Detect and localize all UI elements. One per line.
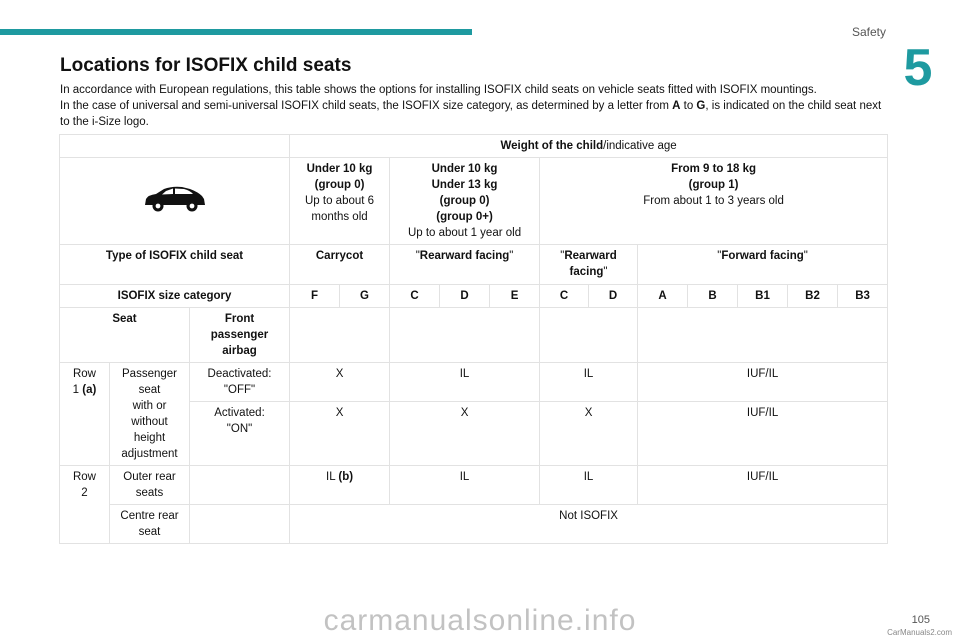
empty-cell: [638, 308, 888, 363]
passenger-seat-line-5: height: [133, 432, 166, 444]
seat-header-row: [60, 308, 888, 363]
intro-text: [60, 82, 890, 130]
group-0plus-line-1: Under 10 kg: [431, 163, 498, 175]
group-0-line-4: months old: [311, 211, 368, 223]
page-title: Locations for ISOFIX child seats: [60, 55, 352, 76]
weight-header-rest: /indicative age: [603, 140, 677, 152]
quote-open: ": [415, 250, 420, 262]
quote-open: ": [560, 250, 565, 262]
header-accent-bar: [0, 29, 472, 35]
size-category-row: [60, 285, 888, 308]
rearward-facing-header-1: [390, 245, 540, 285]
size-cell: B3: [838, 285, 888, 308]
group-0-line-2: (group 0): [314, 179, 365, 191]
group-0-cell: [290, 158, 390, 245]
group-0-line-1: Under 10 kg: [306, 163, 373, 175]
intro-line-2a: In the case of universal and semi-universal ISOFIX child seats, the ISOFIX size category, as determined by a letter from: [60, 100, 673, 112]
row-2-outer: [60, 466, 888, 505]
rearward-facing-label-1: Rearward facing: [419, 250, 510, 262]
page-number: 105: [911, 614, 930, 626]
group-1-line-1: From 9 to 18 kg: [671, 163, 757, 175]
row-2-label: [60, 466, 110, 544]
size-cell: E: [490, 285, 540, 308]
row-2-label-line-2: 2: [81, 487, 88, 499]
not-isofix-value: Not ISOFIX: [290, 505, 888, 544]
intro-line-1: In accordance with European regulations, this table shows the options for installing ISOFIX child seats on vehicle seats fitted with ISOFIX mountings.: [60, 84, 817, 96]
isofix-table: [59, 134, 888, 544]
size-cell: F: [290, 285, 340, 308]
size-cell: B2: [788, 285, 838, 308]
empty-cell: [540, 308, 638, 363]
passenger-seat-line-3: with or: [132, 400, 167, 412]
group-0plus-line-4: (group 0+): [436, 211, 493, 223]
empty-cell: [190, 466, 290, 505]
airbag-activated-line-2: "ON": [226, 423, 253, 435]
rearward-facing-header-2: [540, 245, 638, 285]
passenger-seat-line-6: adjustment: [121, 448, 178, 460]
carrycot-note: (b): [338, 471, 354, 483]
airbag-header-line-3: airbag: [222, 345, 257, 357]
car-icon-cell: [60, 158, 290, 245]
size-category-label: ISOFIX size category: [60, 285, 290, 308]
car-icon: [142, 184, 208, 214]
airbag-deactivated-line-2: "OFF": [223, 384, 256, 396]
size-cell: B: [688, 285, 738, 308]
size-cell: C: [390, 285, 440, 308]
carrycot-value-text: IL: [326, 471, 339, 483]
outer-rear-line-2: seats: [135, 487, 164, 499]
carrycot-value: X: [290, 402, 390, 466]
rearward-1-value: IL: [390, 363, 540, 402]
row-1-deactivated: [60, 363, 888, 402]
airbag-deactivated: [190, 363, 290, 402]
rearward-1-value: X: [390, 402, 540, 466]
airbag-activated: [190, 402, 290, 466]
rearward-facing-label-2a: Rearward: [564, 250, 617, 262]
centre-rear-line-1: Centre rear: [120, 510, 179, 522]
quote-close: ": [803, 250, 808, 262]
forward-facing-label: Forward facing: [721, 250, 804, 262]
row-1-note: (a): [82, 384, 97, 396]
passenger-seat-line-4: without: [131, 416, 168, 428]
group-0plus-line-3: (group 0): [439, 195, 490, 207]
footer-watermark: CarManuals2.com: [887, 628, 952, 637]
rearward-facing-label-2b: facing: [569, 266, 604, 278]
passenger-seat-label: [110, 363, 190, 466]
centre-rear-line-2: seat: [138, 526, 161, 538]
passenger-seat-line-1: Passenger: [122, 368, 177, 380]
carrycot-value: [290, 466, 390, 505]
intro-to-word: to: [680, 100, 697, 112]
airbag-deactivated-line-1: Deactivated:: [207, 368, 272, 380]
group-0plus-line-2: Under 13 kg: [431, 179, 498, 191]
passenger-seat-line-2: seat: [138, 384, 161, 396]
group-0plus-cell: [390, 158, 540, 245]
forward-value: IUF/IL: [638, 363, 888, 402]
row-2-label-line-1: Row: [72, 471, 96, 483]
forward-value: IUF/IL: [638, 402, 888, 466]
row-1-label-line-1: Row: [72, 368, 96, 380]
size-letter-to: G: [696, 100, 706, 112]
forward-value: IUF/IL: [638, 466, 888, 505]
weight-header-bold: Weight of the child: [500, 140, 604, 152]
quote-close: ": [603, 266, 608, 278]
rearward-2-value: IL: [540, 363, 638, 402]
intro-line-2b: , is indicated on the child seat next to the i-Size logo.: [60, 100, 882, 128]
airbag-activated-line-1: Activated:: [214, 407, 265, 419]
rearward-2-value: X: [540, 402, 638, 466]
empty-cell: [60, 135, 290, 158]
airbag-header-line-2: passenger: [210, 329, 269, 341]
seat-type-label: Type of ISOFIX child seat: [60, 245, 290, 285]
centre-rear-seat-label: [110, 505, 190, 544]
group-1-line-3: From about 1 to 3 years old: [643, 195, 784, 207]
group-0plus-line-5: Up to about 1 year old: [407, 227, 522, 239]
outer-rear-line-1: Outer rear: [123, 471, 176, 483]
section-name: Safety: [851, 25, 886, 39]
size-letter-from: A: [672, 100, 681, 112]
empty-cell: [390, 308, 540, 363]
empty-cell: [190, 505, 290, 544]
size-cell: B1: [738, 285, 788, 308]
groups-row: [60, 158, 888, 245]
airbag-header-line-1: Front: [224, 313, 255, 325]
empty-cell: [290, 308, 390, 363]
group-1-cell: [540, 158, 888, 245]
quote-close: ": [509, 250, 514, 262]
weight-header: [290, 135, 888, 158]
quote-open: ": [717, 250, 722, 262]
weight-header-row: [60, 135, 888, 158]
outer-rear-seats-label: [110, 466, 190, 505]
rearward-2-value: IL: [540, 466, 638, 505]
group-1-line-2: (group 1): [688, 179, 739, 191]
size-cell: A: [638, 285, 688, 308]
site-watermark: carmanualsonline.info: [323, 604, 637, 637]
rearward-1-value: IL: [390, 466, 540, 505]
row-1-label-line-2: 1: [72, 384, 83, 396]
group-0-line-3: Up to about 6: [305, 195, 375, 207]
size-cell: D: [440, 285, 490, 308]
seat-header: Seat: [60, 308, 190, 363]
size-cell: G: [340, 285, 390, 308]
row-1-label: [60, 363, 110, 466]
row-2-centre: [60, 505, 888, 544]
airbag-header: [190, 308, 290, 363]
chapter-number: 5: [903, 39, 933, 97]
size-cell: C: [540, 285, 589, 308]
carrycot-header: Carrycot: [290, 245, 390, 285]
carrycot-value: X: [290, 363, 390, 402]
forward-facing-header: [638, 245, 888, 285]
seat-type-row: [60, 245, 888, 285]
size-cell: D: [589, 285, 638, 308]
